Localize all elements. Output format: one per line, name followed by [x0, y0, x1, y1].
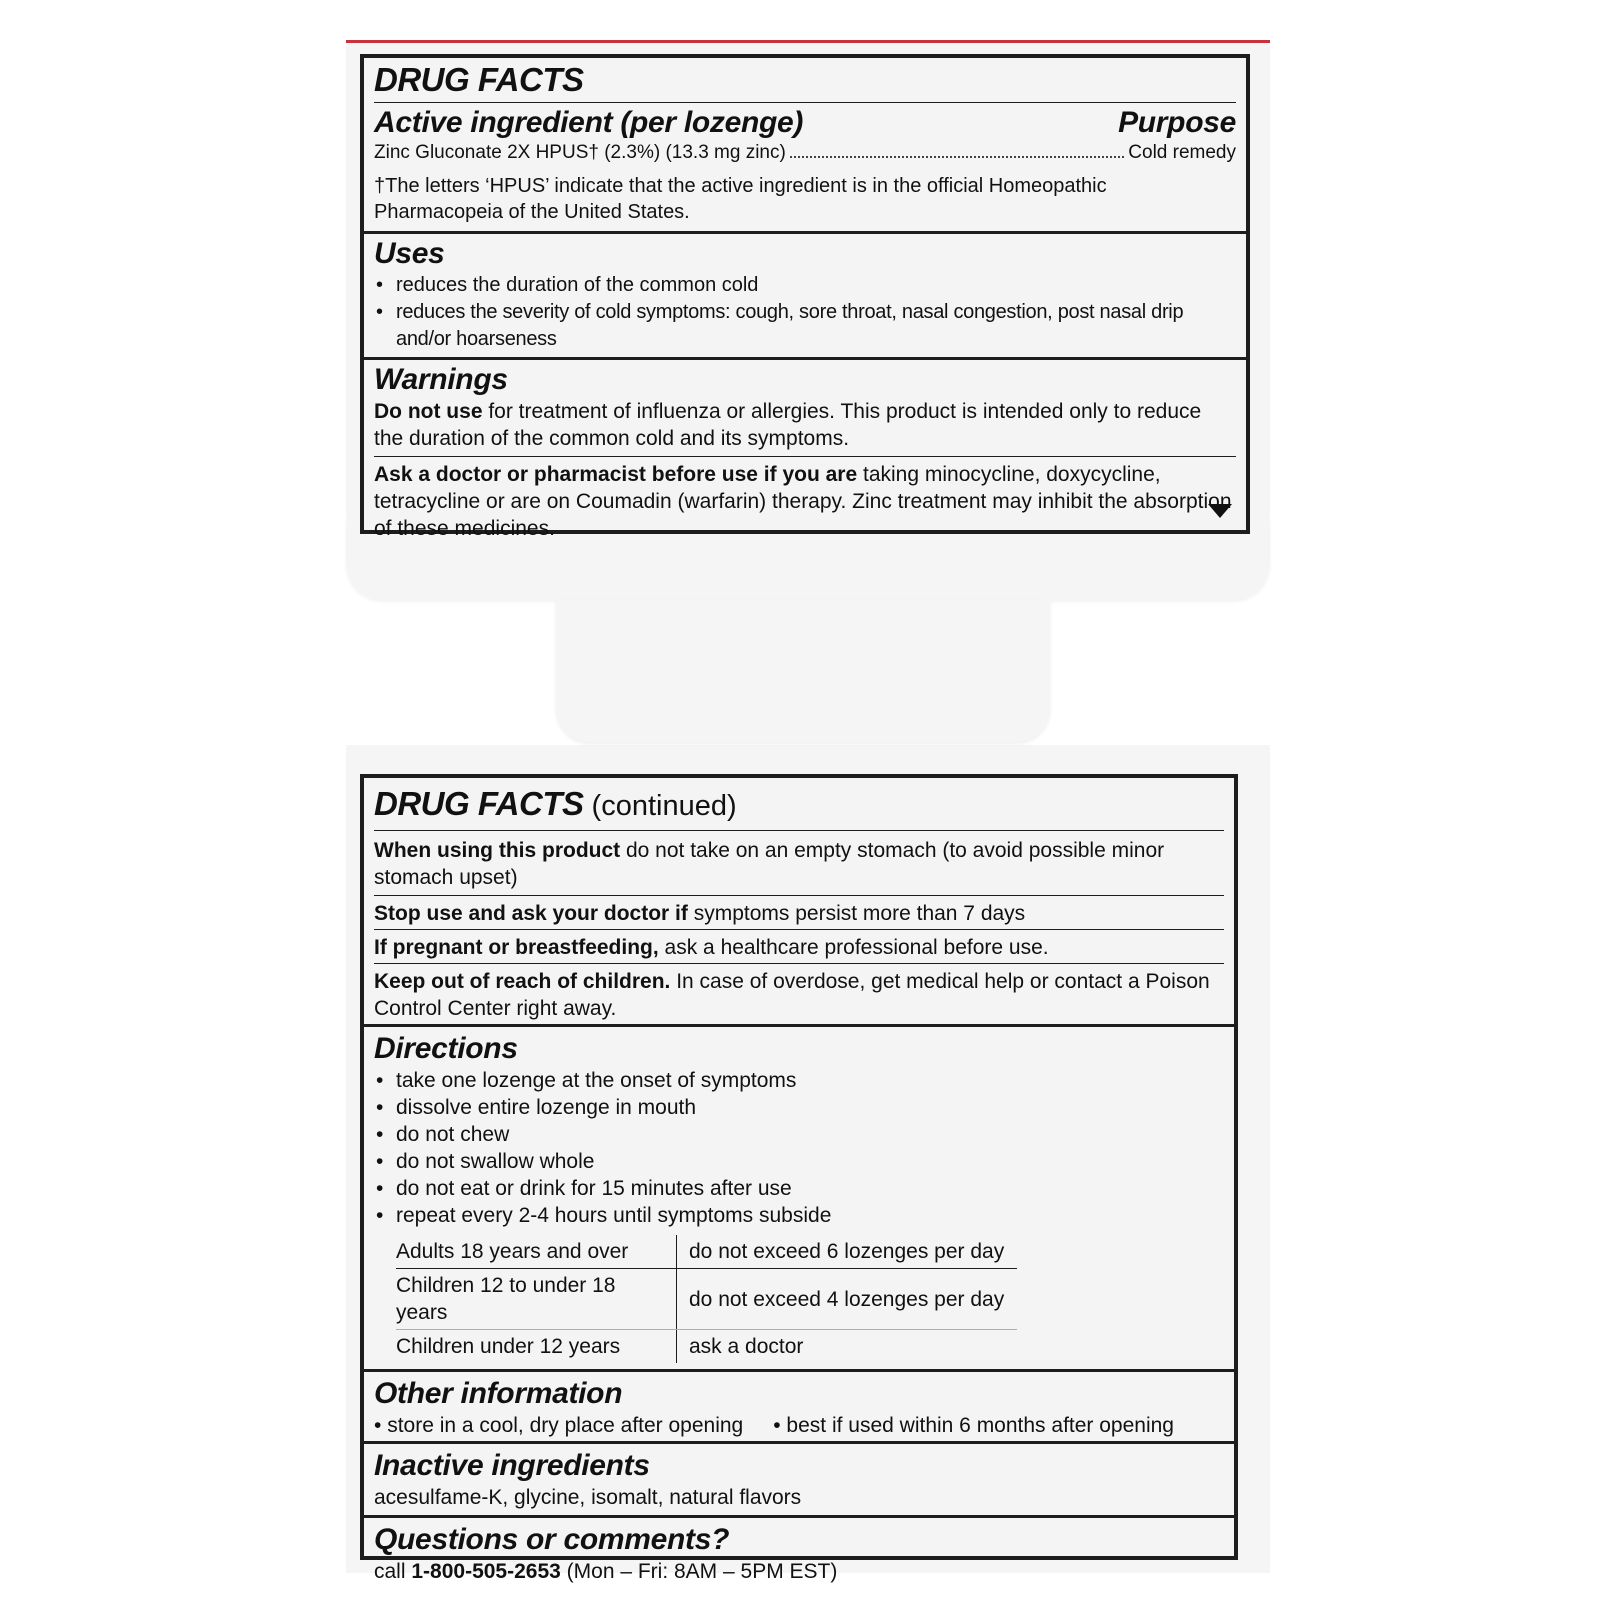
list-item: • do not eat or drink for 15 minutes after use — [374, 1175, 1224, 1202]
purpose-heading: Purpose — [1118, 106, 1236, 139]
stop-use-text — [374, 900, 1224, 929]
uses-heading: Uses — [374, 237, 445, 270]
list-item: • repeat every 2-4 hours until symptoms subside — [374, 1202, 1224, 1229]
stop-use-label: Stop use and ask your doctor if — [374, 902, 688, 925]
continue-arrow-icon — [1208, 504, 1232, 518]
when-using-label: When using this product — [374, 839, 621, 862]
table-row — [396, 1269, 1017, 1330]
when-using-text — [374, 837, 1224, 895]
drug-facts-continued-title: DRUG FACTS (continued) — [374, 785, 737, 822]
uses-list — [374, 272, 1236, 357]
pregnant-body: ask a healthcare professional before use. — [658, 936, 1049, 959]
dosage-group: Adults 18 years and over — [396, 1235, 677, 1269]
dosage-group: Children 12 to under 18 years — [396, 1269, 677, 1330]
drug-facts-panel — [360, 54, 1250, 540]
other-information-heading: Other information — [374, 1377, 623, 1410]
do-not-use-body: for treatment of influenza or allergies. This product is intended only to reduce the duration of the common cold and its symptoms. — [374, 400, 1202, 450]
ingredient-text: Zinc Gluconate 2X HPUS† (2.3%) (13.3 mg zinc) — [374, 142, 786, 163]
contact-hours: (Mon – Fri: 8AM – 5PM EST) — [560, 1560, 838, 1583]
list-item: • store in a cool, dry place after opening — [374, 1414, 744, 1437]
hpus-footnote: †The letters ‘HPUS’ indicate that the active ingredient is in the official Homeopathic Pharmacopeia of the United States. — [374, 175, 1107, 223]
directions-list — [374, 1067, 1224, 1229]
other-information-list — [374, 1412, 1224, 1441]
do-not-use-label: Do not use — [374, 400, 483, 423]
dosage-table — [396, 1235, 1017, 1363]
inactive-ingredients-heading: Inactive ingredients — [374, 1449, 650, 1482]
active-ingredient-heading: Active ingredient (per lozenge) — [374, 106, 804, 139]
keep-out-text — [374, 968, 1224, 1024]
table-row — [396, 1235, 1017, 1269]
directions-heading: Directions — [374, 1032, 518, 1065]
ask-doctor-text — [374, 461, 1236, 542]
drug-facts-title: DRUG FACTS — [374, 61, 584, 98]
list-item: • reduces the severity of cold symptoms: cough, sore throat, nasal congestion, post nasal drip and/or hoarseness — [374, 299, 1236, 353]
list-item: • do not swallow whole — [374, 1148, 1224, 1175]
dosage-amount: do not exceed 4 lozenges per day — [677, 1269, 1018, 1330]
leader-dots — [790, 156, 1124, 158]
list-item: • reduces the duration of the common cold — [374, 272, 1236, 299]
dosage-group: Children under 12 years — [396, 1330, 677, 1364]
ask-doctor-body: taking minocycline, doxycycline, tetracycline or are on Coumadin (warfarin) therapy. Zinc treatment may inhibit the absorption of these medicines. — [374, 463, 1232, 540]
warnings-heading: Warnings — [374, 363, 508, 396]
keep-out-label: Keep out of reach of children. — [374, 970, 671, 993]
do-not-use-text — [374, 398, 1236, 456]
when-using-body: do not take on an empty stomach (to avoid possible minor stomach upset) — [374, 839, 1165, 889]
drug-facts-continued-panel — [360, 774, 1238, 1583]
call-label: call — [374, 1560, 412, 1583]
pull-tab[interactable] — [556, 600, 1050, 742]
questions-heading: Questions or comments? — [374, 1523, 730, 1556]
pregnant-text — [374, 934, 1224, 963]
dosage-amount: do not exceed 6 lozenges per day — [677, 1235, 1018, 1269]
stop-use-body: symptoms persist more than 7 days — [687, 902, 1026, 925]
contact-text — [374, 1558, 1224, 1585]
phone-number[interactable]: 1-800-505-2653 — [411, 1560, 561, 1583]
purpose-text: Cold remedy — [1128, 142, 1236, 163]
ask-doctor-label: Ask a doctor or pharmacist before use if you are — [374, 463, 858, 486]
pregnant-label: If pregnant or breastfeeding, — [374, 936, 659, 959]
table-row — [396, 1330, 1017, 1364]
list-item: • best if used within 6 months after opening — [773, 1414, 1174, 1437]
dosage-amount: ask a doctor — [689, 1335, 804, 1358]
list-item: • do not chew — [374, 1121, 1224, 1148]
list-item: • take one lozenge at the onset of symptoms — [374, 1067, 1224, 1094]
inactive-ingredients-text: acesulfame-K, glycine, isomalt, natural flavors — [374, 1486, 802, 1509]
list-item: • dissolve entire lozenge in mouth — [374, 1094, 1224, 1121]
keep-out-body: In case of overdose, get medical help or contact a Poison Control Center right away. — [374, 970, 1210, 1020]
